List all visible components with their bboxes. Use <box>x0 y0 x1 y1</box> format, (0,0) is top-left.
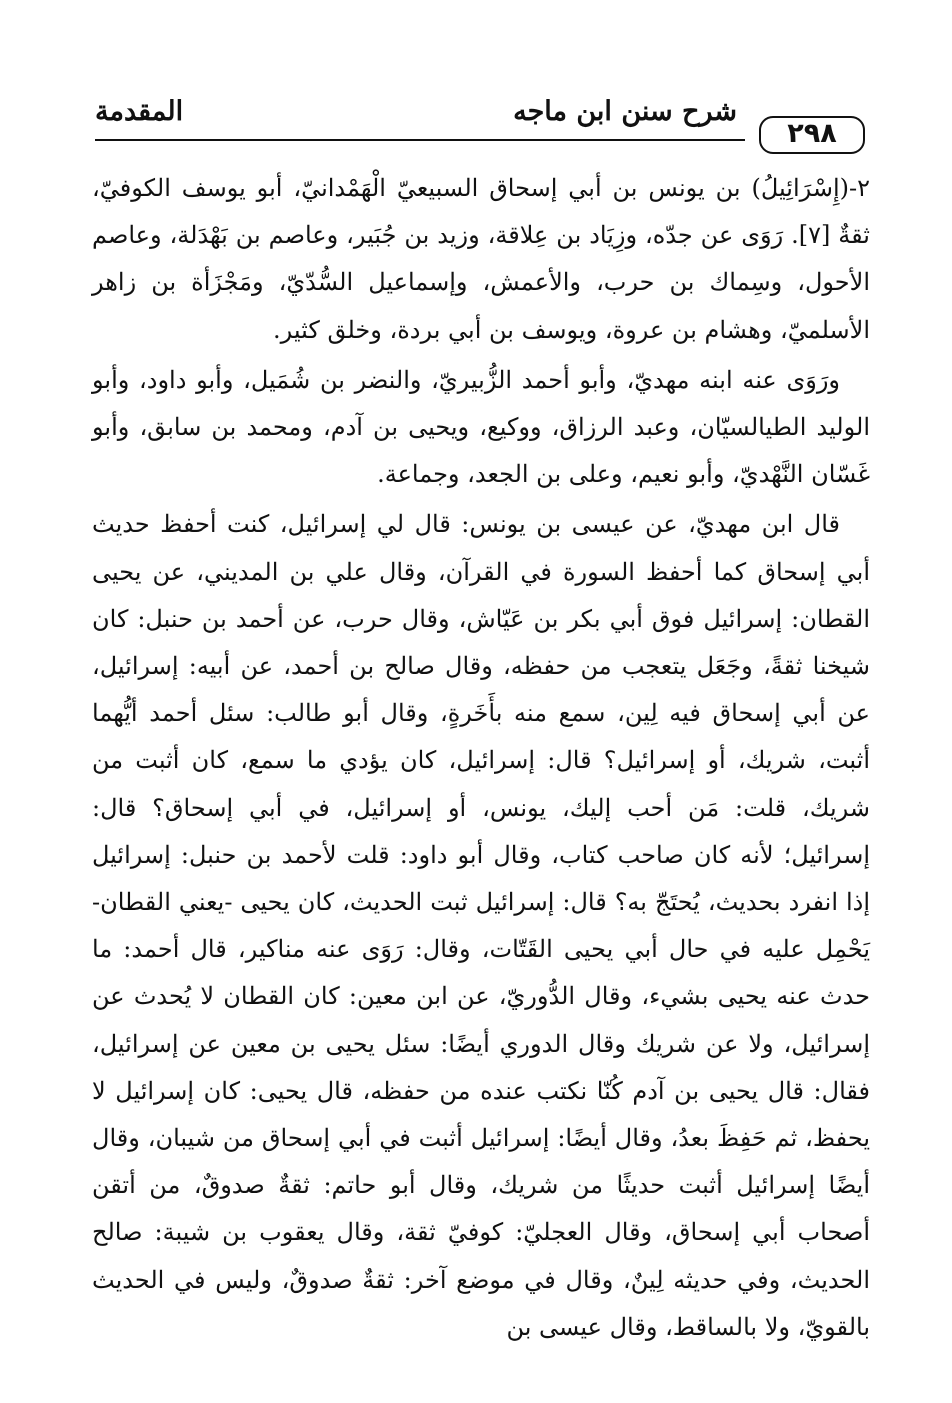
body-text <box>92 165 870 1351</box>
section-title: المقدمة <box>95 96 184 127</box>
page-number: ٢٩٨ <box>759 116 865 154</box>
book-title: شرح سنن ابن ماجه <box>513 96 737 127</box>
paragraph-narrators-from-him: ورَوَى عنه ابنه مهديّ، وأبو أحمد الزُّبيريّ، والنضر بن شُمَيل، وأبو داود، وأبو الوليد الطيالسيّان، وعبد الرزاق، ووكيع، ويحيى بن آدم، ومحمد بن سابق، وأبو غَسّان النَّهْديّ، وأبو نعيم، وعلى بن الجعد، وجماعة. <box>92 365 870 489</box>
paragraph-narrator-intro: ٢-(إِسْرَائِيلُ) بن يونس بن أبي إسحاق السبيعيّ الْهَمْدانيّ، أبو يوسف الكوفيّ، ثقةٌ [٧]. رَوَى عن جدّه، وزِيَاد بن عِلاقة، وزيد بن جُبَير، وعاصم بن بَهْدَلة، وعاصم الأحول، وسِماك بن حرب، والأعمش، وإسماعيل السُّدّيّ، ومَجْزَأة بن زاهر الأسلميّ، وهشام بن عروة، ويوسف بن أبي بردة، وخلق كثير. <box>92 174 870 344</box>
paragraph-scholar-opinions: قال ابن مهديّ، عن عيسى بن يونس: قال لي إسرائيل، كنت أحفظ حديث أبي إسحاق كما أحفظ السورة في القرآن، وقال علي بن المديني، عن يحيى القطان: إسرائيل فوق أبي بكر بن عَيّاش، وقال حرب، عن أحمد بن حنبل: كان شيخنا ثقةً، وجَعَل يتعجب من حفظه، وقال صالح بن أحمد، عن أبيه: إسرائيل، عن أبي إسحاق فيه لِين، سمع منه بأَخَرةٍ، وقال أبو طالب: سئل أحمد أيُّهما أثبت، شريك، أو إسرائيل؟ قال: إسرائيل، كان يؤدي ما سمع، كان أثبت من شريك، قلت: مَن أحب إليك، يونس، أو إسرائيل، في أبي إسحاق؟ قال: إسرائيل؛ لأنه كان صاحب كتاب، وقال أبو داود: قلت لأحمد بن حنبل: إسرائيل إذا انفرد بحديث، يُحتَجّ به؟ قال: إسرائيل ثبت الحديث، كان يحيى -يعني القطان- يَحْمِل عليه في حال أبي يحيى القَتّات، وقال: رَوَى عنه مناكير، قال أحمد: ما حدث عنه يحيى بشيء، وقال الدُّوريّ، عن ابن معين: كان القطان لا يُحدث عن إسرائيل، ولا عن شريك وقال الدوري أيضًا: سئل يحيى بن معين عن إسرائيل، فقال: قال يحيى بن آدم كُنّا نكتب عنده من حفظه، قال يحيى: كان إسرائيل لا يحفظ، ثم حَفِظَ بعدُ، وقال أيضًا: إسرائيل أثبت في أبي إسحاق من شيبان، وقال أيضًا إسرائيل أثبت حديثًا من شريك، وقال أبو حاتم: ثقةٌ صدوقٌ، من أتقن أصحاب أبي إسحاق، وقال العجليّ: كوفيّ ثقة، وقال يعقوب بن شيبة: صالح الحديث، وفي حديثه لِينٌ، وقال في موضع آخر: ثقةٌ صدوقٌ، وليس في الحديث بالقويّ، ولا بالساقط، وقال عيسى بن <box>92 510 871 1341</box>
header-rule <box>95 139 745 141</box>
page-header <box>95 92 865 152</box>
